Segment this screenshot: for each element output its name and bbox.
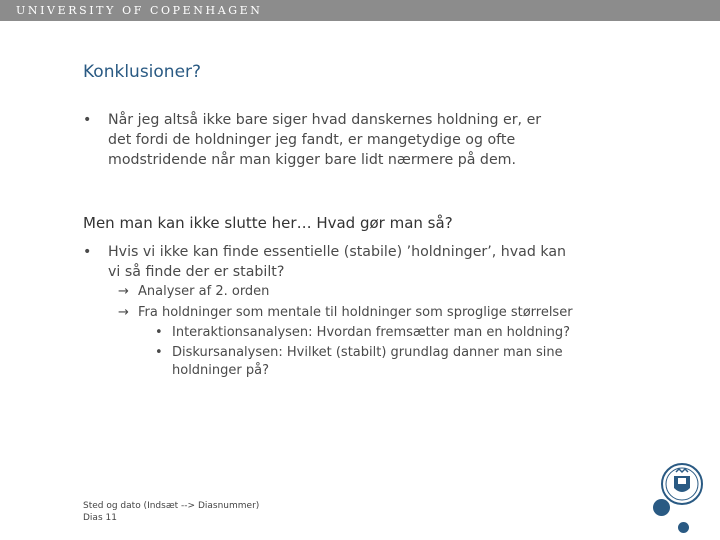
arrow-icon: → (118, 305, 129, 320)
subsub-marker: • (155, 325, 163, 340)
sub-item-2 (118, 303, 573, 323)
bullet-line: Når jeg altså ikke bare siger hvad danskernes holdning er, er (108, 112, 542, 128)
bullet-line: modstridende når man kigger bare lidt nærmere på dem. (108, 152, 517, 168)
subsub-item-text: Diskursanalysen: Hvilket (stabilt) grundlag danner man sine (172, 345, 563, 360)
bullet-marker: • (83, 244, 92, 260)
arrow-icon: → (118, 284, 129, 299)
footer-slide-number: Dias 11 (83, 513, 117, 523)
header-bar (0, 0, 720, 21)
footer-date-placeholder: Sted og dato (Indsæt --> Diasnummer) (83, 501, 260, 511)
footer (83, 500, 259, 524)
sub-item-text: Analyser af 2. orden (138, 284, 270, 299)
subsub-item-1 (155, 323, 570, 342)
subsub-item-2-continuation: holdninger på? (172, 363, 269, 378)
subsub-item-text: Interaktionsanalysen: Hvordan fremsætter man en holdning? (172, 325, 570, 340)
section-heading: Men man kan ikke slutte her… Hvad gør man så? (83, 214, 453, 232)
seal-dot-small (678, 522, 689, 533)
subsub-item-2 (155, 343, 563, 362)
bullet-line: vi så finde der er stabilt? (108, 264, 285, 280)
seal-dot-large (653, 499, 670, 516)
bullet-marker: • (83, 112, 92, 128)
sub-item-1 (118, 282, 269, 302)
subsub-marker: • (155, 345, 163, 360)
bullet-line: det fordi de holdninger jeg fandt, er mangetydige og ofte (108, 132, 516, 148)
sub-item-text: Fra holdninger som mentale til holdninger som sproglige størrelser (138, 305, 573, 320)
bullet-line: Hvis vi ikke kan finde essentielle (stabile) ’holdninger’, hvad kan (108, 244, 567, 260)
slide-title: Konklusioner? (83, 62, 202, 82)
university-name: UNIVERSITY OF COPENHAGEN (16, 4, 263, 17)
